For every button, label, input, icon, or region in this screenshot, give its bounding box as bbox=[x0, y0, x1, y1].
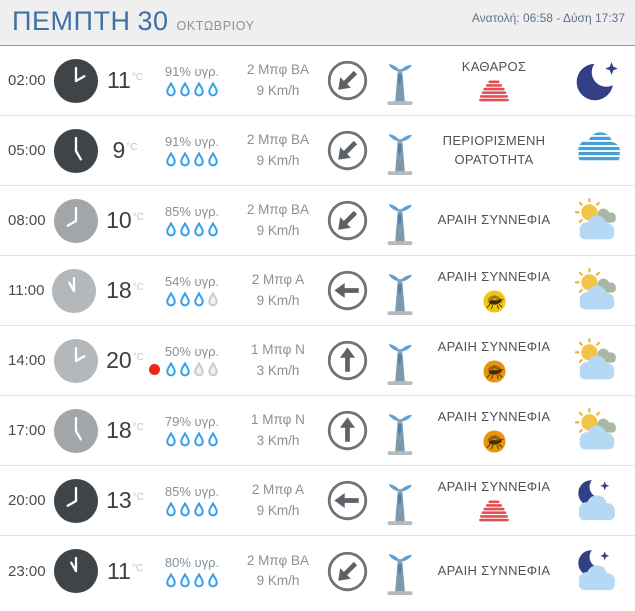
clear-night-icon bbox=[573, 56, 623, 106]
wind-direction-cell bbox=[322, 58, 372, 103]
humidity-label: 79% υγρ. bbox=[164, 414, 220, 429]
time-cell bbox=[0, 128, 100, 174]
wind-direction-arrow-icon bbox=[325, 408, 370, 453]
wind-beaufort-label: 2 Μπφ Α bbox=[251, 482, 305, 498]
mosquito-yellow-icon bbox=[483, 290, 506, 313]
forecast-row bbox=[0, 536, 635, 606]
mosquito-net-icon bbox=[477, 500, 511, 523]
wind-turbine-icon bbox=[375, 405, 425, 457]
weather-icon-cell bbox=[560, 198, 635, 244]
humidity-label: 85% υγρ. bbox=[164, 484, 220, 499]
forecast-rows bbox=[0, 46, 635, 606]
fog-icon bbox=[571, 129, 625, 173]
wind-speed-label: 9 Km/h bbox=[256, 82, 300, 98]
clock-icon bbox=[53, 338, 99, 384]
wind-cell bbox=[234, 340, 322, 381]
temperature-value: 10 bbox=[106, 207, 132, 233]
wind-speed-label: 3 Km/h bbox=[256, 362, 300, 378]
forecast-row bbox=[0, 326, 635, 396]
time-cell bbox=[0, 268, 100, 314]
wind-turbine-icon bbox=[375, 55, 425, 107]
temperature-unit: °C bbox=[131, 562, 144, 574]
wind-beaufort-label: 2 Μπφ ΒΑ bbox=[246, 552, 310, 568]
forecast-row bbox=[0, 256, 635, 326]
wind-turbine-cell bbox=[372, 195, 428, 247]
temperature-value: 20 bbox=[106, 347, 132, 373]
forecast-row bbox=[0, 396, 635, 466]
humidity-label: 85% υγρ. bbox=[164, 204, 220, 219]
wind-speed-label: 9 Km/h bbox=[256, 292, 300, 308]
clock-icon bbox=[53, 58, 99, 104]
wind-turbine-icon bbox=[375, 265, 425, 317]
wind-turbine-cell bbox=[372, 545, 428, 597]
wind-speed-label: 9 Km/h bbox=[256, 222, 300, 238]
sun-cloud-icon bbox=[571, 198, 625, 244]
weather-icon-cell bbox=[560, 408, 635, 454]
condition-cell bbox=[428, 58, 560, 103]
wind-speed-label: 9 Km/h bbox=[256, 152, 300, 168]
wind-direction-arrow-icon bbox=[325, 128, 370, 173]
max-temp-dot bbox=[149, 364, 160, 375]
humidity-drops bbox=[165, 152, 219, 167]
wind-direction-arrow-icon bbox=[325, 268, 370, 313]
wind-direction-arrow-icon bbox=[325, 58, 370, 103]
wind-cell bbox=[234, 270, 322, 311]
temperature-unit: °C bbox=[132, 492, 144, 503]
wind-cell bbox=[234, 480, 322, 521]
time-cell bbox=[0, 478, 100, 524]
wind-cell bbox=[234, 200, 322, 241]
condition-cell bbox=[428, 408, 560, 453]
wind-beaufort-label: 2 Μπφ Α bbox=[251, 272, 305, 288]
temperature-value: 13 bbox=[106, 487, 132, 513]
wind-turbine-icon bbox=[375, 545, 425, 597]
clock-icon bbox=[53, 198, 99, 244]
condition-label: ΑΡΑΙΗ ΣΥΝΝΕΦΙΑ bbox=[437, 479, 551, 495]
sun-cloud-icon bbox=[571, 408, 625, 454]
temperature-cell bbox=[100, 347, 150, 374]
day-date: 30 bbox=[137, 6, 169, 36]
temperature-cell bbox=[100, 67, 150, 94]
temperature-cell bbox=[100, 417, 150, 444]
temperature-unit: °C bbox=[132, 212, 144, 223]
mosquito-net-icon bbox=[477, 80, 511, 103]
wind-cell bbox=[234, 551, 322, 592]
condition-label: ΑΡΑΙΗ ΣΥΝΝΕΦΙΑ bbox=[437, 409, 551, 425]
sun-cloud-icon bbox=[571, 338, 625, 384]
humidity-label: 80% υγρ. bbox=[164, 554, 220, 570]
temperature-value: 11 bbox=[106, 67, 131, 93]
temperature-value: 11 bbox=[106, 557, 131, 584]
wind-cell bbox=[234, 60, 322, 101]
time-cell bbox=[0, 338, 100, 384]
humidity-label: 91% υγρ. bbox=[164, 64, 220, 79]
wind-direction-arrow-icon bbox=[325, 198, 370, 243]
condition-label: ΑΡΑΙΗ ΣΥΝΝΕΦΙΑ bbox=[437, 212, 551, 228]
clock-icon bbox=[53, 478, 99, 524]
temperature-unit: °C bbox=[126, 142, 138, 153]
wind-direction-cell bbox=[322, 198, 372, 243]
temperature-cell bbox=[100, 558, 150, 585]
temperature-unit: °C bbox=[132, 352, 144, 363]
clock-icon bbox=[51, 268, 97, 314]
wind-direction-cell bbox=[322, 549, 372, 594]
wind-beaufort-label: 2 Μπφ ΒΑ bbox=[246, 62, 310, 78]
forecast-row bbox=[0, 466, 635, 536]
time-label: 08:00 bbox=[8, 212, 46, 229]
wind-direction-arrow-icon bbox=[325, 338, 370, 383]
time-label: 20:00 bbox=[8, 492, 46, 509]
humidity-cell bbox=[150, 555, 234, 588]
condition-label: ΠΕΡΙΟΡΙΣΜΕΝΗ ΟΡΑΤΟΤΗΤΑ bbox=[442, 132, 546, 167]
wind-turbine-cell bbox=[372, 265, 428, 317]
humidity-drops bbox=[165, 82, 219, 97]
temperature-cell bbox=[100, 487, 150, 514]
time-label: 02:00 bbox=[8, 72, 46, 89]
moon-cloud-icon bbox=[571, 547, 625, 595]
humidity-drops bbox=[165, 362, 219, 377]
humidity-drops bbox=[165, 432, 219, 447]
weather-icon-cell bbox=[560, 338, 635, 384]
sun-cloud-icon bbox=[571, 268, 625, 314]
wind-turbine-cell bbox=[372, 55, 428, 107]
wind-direction-cell bbox=[322, 478, 372, 523]
humidity-cell bbox=[150, 484, 234, 517]
condition-cell bbox=[428, 132, 560, 170]
wind-cell bbox=[234, 410, 322, 451]
condition-cell bbox=[428, 338, 560, 383]
temperature-cell bbox=[100, 277, 150, 304]
humidity-cell bbox=[150, 134, 234, 167]
time-cell bbox=[0, 548, 100, 594]
wind-beaufort-label: 2 Μπφ ΒΑ bbox=[246, 132, 310, 148]
time-label: 05:00 bbox=[8, 142, 46, 159]
wind-beaufort-label: 1 Μπφ Ν bbox=[251, 412, 305, 428]
forecast-row bbox=[0, 186, 635, 256]
condition-cell bbox=[428, 268, 560, 313]
wind-direction-cell bbox=[322, 338, 372, 383]
temperature-cell bbox=[100, 137, 150, 164]
time-cell bbox=[0, 58, 100, 104]
month-name: ΟΚΤΩΒΡΙΟΥ bbox=[176, 19, 255, 33]
wind-direction-cell bbox=[322, 408, 372, 453]
humidity-drops bbox=[165, 222, 219, 237]
time-cell bbox=[0, 198, 100, 244]
wind-direction-arrow-icon bbox=[325, 478, 370, 523]
condition-cell bbox=[428, 562, 560, 581]
time-label: 17:00 bbox=[8, 422, 46, 439]
wind-direction-arrow-icon bbox=[325, 549, 370, 594]
wind-speed-label: 9 Km/h bbox=[256, 573, 300, 588]
humidity-cell bbox=[150, 274, 234, 307]
temperature-value: 18 bbox=[106, 277, 132, 303]
wind-turbine-cell bbox=[372, 125, 428, 177]
day-title bbox=[12, 6, 255, 37]
day-header bbox=[0, 0, 635, 46]
mosquito-orange-icon bbox=[483, 360, 506, 383]
forecast-row bbox=[0, 116, 635, 186]
wind-beaufort-label: 1 Μπφ Ν bbox=[251, 342, 305, 358]
weather-icon-cell bbox=[560, 477, 635, 525]
temperature-unit: °C bbox=[131, 72, 144, 83]
weather-icon-cell bbox=[560, 129, 635, 173]
time-cell bbox=[0, 408, 100, 454]
wind-turbine-icon bbox=[375, 195, 425, 247]
weather-icon-cell bbox=[560, 547, 635, 595]
humidity-cell bbox=[150, 414, 234, 447]
humidity-cell bbox=[150, 344, 234, 377]
wind-turbine-icon bbox=[375, 125, 425, 177]
wind-speed-label: 3 Km/h bbox=[256, 432, 300, 448]
condition-cell bbox=[428, 211, 560, 230]
day-name: ΠΕΜΠΤΗ bbox=[12, 6, 131, 36]
temperature-value: 9 bbox=[112, 137, 126, 163]
humidity-label: 50% υγρ. bbox=[164, 344, 220, 359]
condition-label: ΑΡΑΙΗ ΣΥΝΝΕΦΙΑ bbox=[437, 562, 551, 578]
temperature-unit: °C bbox=[132, 282, 144, 293]
wind-speed-label: 9 Km/h bbox=[256, 502, 300, 518]
wind-beaufort-label: 2 Μπφ ΒΑ bbox=[246, 202, 310, 218]
humidity-cell bbox=[150, 64, 234, 97]
clock-icon bbox=[53, 548, 99, 594]
time-label: 11:00 bbox=[8, 282, 45, 299]
humidity-cell bbox=[150, 204, 234, 237]
forecast-row bbox=[0, 46, 635, 116]
wind-cell bbox=[234, 130, 322, 171]
humidity-drops bbox=[165, 573, 219, 588]
condition-label: ΑΡΑΙΗ ΣΥΝΝΕΦΙΑ bbox=[437, 339, 551, 355]
wind-direction-cell bbox=[322, 268, 372, 313]
clock-icon bbox=[53, 408, 99, 454]
condition-label: ΑΡΑΙΗ ΣΥΝΝΕΦΙΑ bbox=[437, 269, 551, 285]
temperature-cell bbox=[100, 207, 150, 234]
humidity-drops bbox=[165, 292, 219, 307]
wind-turbine-icon bbox=[375, 475, 425, 527]
moon-cloud-icon bbox=[571, 477, 625, 525]
condition-cell bbox=[428, 478, 560, 523]
mosquito-orange-icon bbox=[483, 430, 506, 453]
wind-turbine-icon bbox=[375, 335, 425, 387]
clock-icon bbox=[53, 128, 99, 174]
condition-label: ΚΑΘΑΡΟΣ bbox=[461, 59, 527, 75]
humidity-label: 91% υγρ. bbox=[164, 134, 220, 149]
sunrise-sunset-label: Ανατολή: 06:58 - Δύση 17:37 bbox=[471, 11, 625, 25]
weather-icon-cell bbox=[560, 268, 635, 314]
wind-turbine-cell bbox=[372, 475, 428, 527]
wind-direction-cell bbox=[322, 128, 372, 173]
temperature-value: 18 bbox=[106, 417, 132, 443]
time-label: 14:00 bbox=[8, 352, 46, 369]
time-label: 23:00 bbox=[8, 562, 46, 580]
temperature-unit: °C bbox=[132, 422, 144, 433]
humidity-drops bbox=[165, 502, 219, 517]
wind-turbine-cell bbox=[372, 335, 428, 387]
weather-icon-cell bbox=[560, 56, 635, 106]
humidity-label: 54% υγρ. bbox=[164, 274, 220, 289]
wind-turbine-cell bbox=[372, 405, 428, 457]
